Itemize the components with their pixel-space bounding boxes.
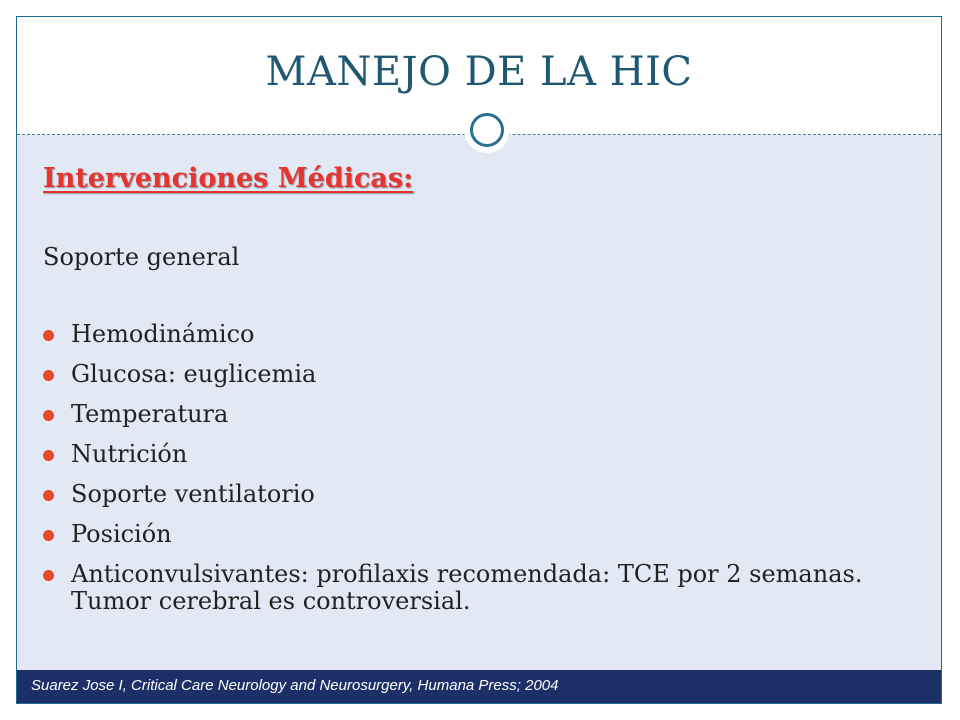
bullet-text: Temperatura [71,400,229,428]
bullet-item [41,561,921,615]
slide-title: MANEJO DE LA HIC [265,49,693,95]
bullet-dot-icon [43,450,54,461]
bullet-text: Anticonvulsivantes: profilaxis recomendada: TCE por 2 semanas. Tumor cerebral es controversial. [71,560,863,615]
bullet-item [41,401,921,428]
footer-citation: Suarez Jose I, Critical Care Neurology and Neurosurgery, Humana Press; 2004 [31,677,559,694]
subtitle-heading: Intervenciones Médicas: [43,163,414,194]
circle-ornament-ring [470,113,504,147]
bullet-dot-icon [43,410,54,421]
bullet-text: Posición [71,520,172,548]
bullet-text: Soporte ventilatorio [71,480,315,508]
bullet-text: Hemodinámico [71,320,255,348]
bullet-dot-icon [43,370,54,381]
circle-ornament-icon [464,107,510,153]
bullet-item [41,481,921,508]
bullet-text: Nutrición [71,440,188,468]
bullet-item [41,521,921,548]
bullet-dot-icon [43,490,54,501]
bullet-dot-icon [43,330,54,341]
bullet-item [41,361,921,388]
bullet-text: Glucosa: euglicemia [71,360,317,388]
bullet-item [41,441,921,468]
bullet-dot-icon [43,530,54,541]
section-heading: Soporte general [43,243,240,271]
bullet-item [41,321,921,348]
bullet-dot-icon [43,570,54,581]
footer-bar [17,670,941,704]
slide [16,16,942,704]
content-area [17,135,941,670]
bullet-list [41,321,921,628]
